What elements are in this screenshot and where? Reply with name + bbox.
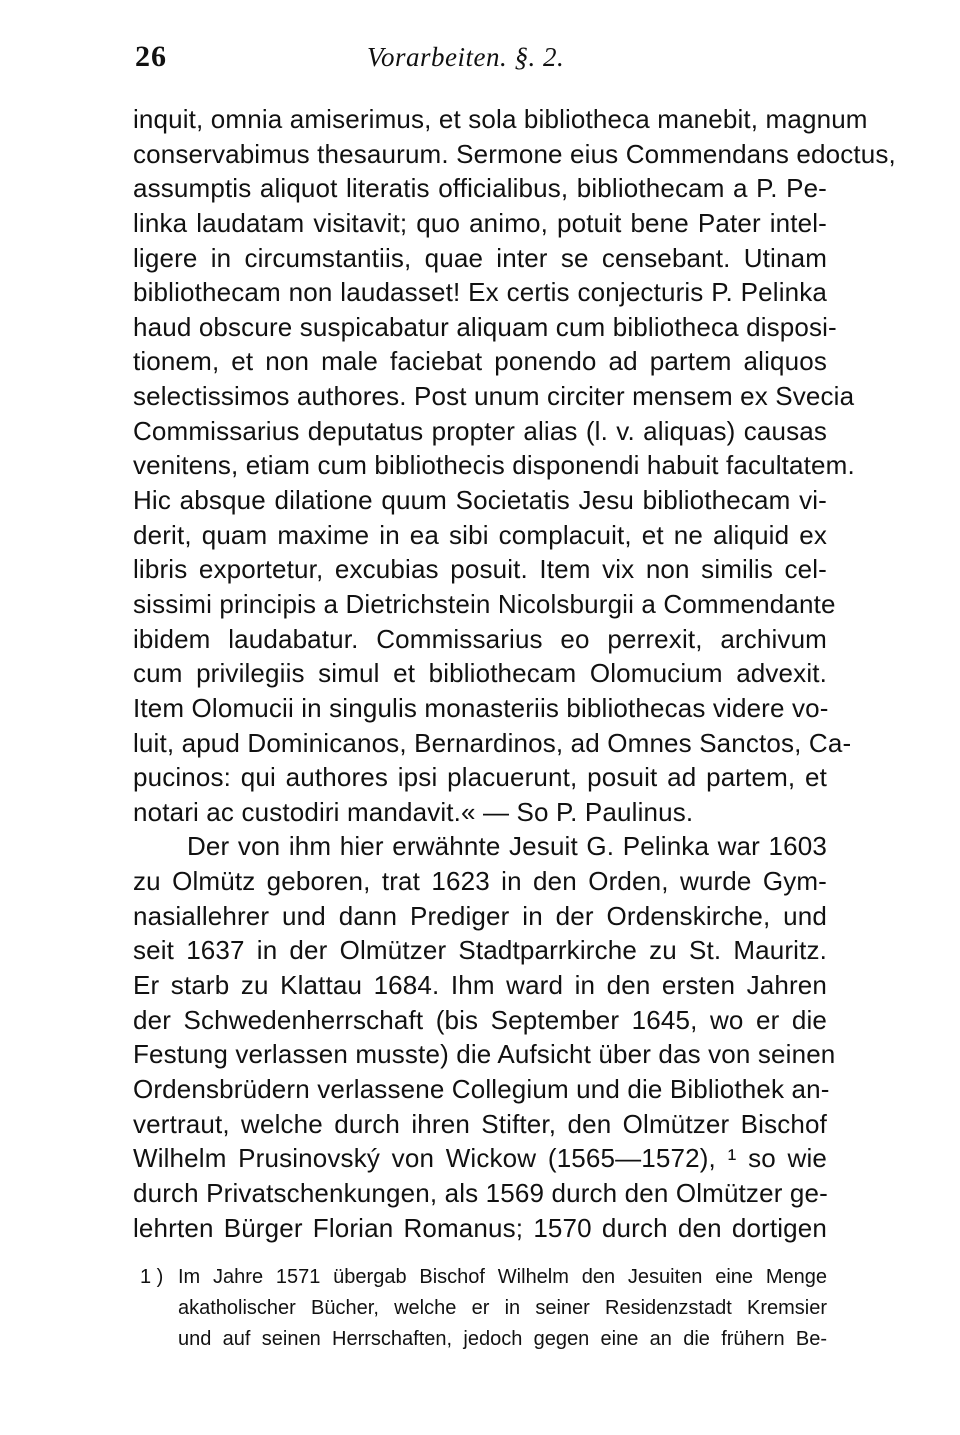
text-line: seit 1637 in der Olmützer Stadtparrkirche zu St. Mauritz. — [133, 935, 827, 966]
text-line: notari ac custodiri mandavit.« — So P. Paulinus. — [133, 796, 694, 827]
text-line: vertraut, welche durch ihren Stifter, den Olmützer Bischof — [133, 1108, 827, 1139]
text-line: Der von ihm hier erwähnte Jesuit G. Pelinka war 1603 — [187, 831, 827, 862]
text-line: Wilhelm Prusinovský von Wickow (1565—1572), ¹ so wie — [133, 1143, 827, 1174]
footnote-line: akatholischer Bücher, welche er in seiner Residenzstadt Kremsier — [178, 1297, 827, 1319]
text-line: haud obscure suspicabatur aliquam cum bibliotheca disposi- — [133, 311, 837, 342]
footnote-text: Im Jahre 1571 übergab Bischof Wilhelm den Jesuiten eine Menge — [178, 1266, 827, 1288]
text-line: ibidem laudabatur. Commissarius eo perrexit, archivum — [133, 623, 827, 654]
text-line: sissimi principis a Dietrichstein Nicolsburgii a Commendante — [133, 588, 836, 619]
text-line: durch Privatschenkungen, als 1569 durch den Olmützer ge- — [133, 1177, 828, 1208]
text-line: cum privilegiis simul et bibliothecam Olomucium advexit. — [133, 658, 827, 689]
text-line: Er starb zu Klattau 1684. Ihm ward in den ersten Jahren — [133, 970, 827, 1001]
text-line: derit, quam maxime in ea sibi complacuit, et ne aliquid ex — [133, 519, 827, 550]
text-line: Hic absque dilatione quum Societatis Jesu bibliothecam vi- — [133, 485, 827, 516]
text-line: luit, apud Dominicanos, Bernardinos, ad Omnes Sanctos, Ca- — [133, 727, 852, 758]
text-line: ligere in circumstantiis, quae inter se censebant. Utinam — [133, 242, 827, 273]
running-title: Vorarbeiten. §. 2. — [367, 42, 565, 72]
text-line: bibliothecam non laudasset! Ex certis conjecturis P. Pelinka — [133, 277, 827, 308]
text-line: libris exportetur, excubias posuit. Item vix non similis cel- — [133, 554, 827, 585]
footnote-line — [140, 1262, 827, 1293]
text-line: venitens, etiam cum bibliothecis disponendi habuit facultatem. — [133, 450, 855, 481]
text-line: pucinos: qui authores ipsi placuerunt, posuit ad partem, et — [133, 762, 827, 793]
text-line: assumptis aliquot literatis officialibus, bibliothecam a P. Pe- — [133, 173, 827, 204]
footnote-block — [140, 1262, 827, 1355]
text-line: Item Olomucii in singulis monasteriis bibliothecas videre vo- — [133, 692, 829, 723]
text-line: Festung verlassen musste) die Aufsicht über das von seinen — [133, 1039, 836, 1070]
text-line: conservabimus thesaurum. Sermone eius Commendans edoctus, — [133, 138, 896, 169]
text-line: der Schwedenherrschaft (bis September 1645, wo er die — [133, 1004, 827, 1035]
text-line: Ordensbrüdern verlassene Collegium und die Bibliothek an- — [133, 1073, 830, 1104]
text-line: nasiallehrer und dann Prediger in der Ordenskirche, und — [133, 900, 827, 931]
text-line: Commissarius deputatus propter alias (l. v. aliquas) causas — [133, 415, 827, 446]
text-line: zu Olmütz geboren, trat 1623 in den Orden, wurde Gym- — [133, 866, 827, 897]
text-line: selectissimos authores. Post unum circiter mensem ex Svecia — [133, 381, 855, 412]
page-number: 26 — [135, 40, 167, 73]
text-line: lehrten Bürger Florian Romanus; 1570 durch den dortigen — [133, 1212, 827, 1243]
footnote-line: und auf seinen Herrschaften, jedoch gegen eine an die frühern Be- — [178, 1328, 827, 1350]
body-text — [133, 102, 896, 1245]
text-line: linka laudatam visitavit; quo animo, potuit bene Pater intel- — [133, 207, 827, 238]
text-line: inquit, omnia amiserimus, et sola bibliotheca manebit, magnum — [133, 104, 868, 134]
running-head — [135, 40, 835, 88]
text-line: tionem, et non male faciebat ponendo ad partem aliquos — [133, 346, 827, 377]
footnote-marker: 1 ) — [140, 1266, 164, 1288]
